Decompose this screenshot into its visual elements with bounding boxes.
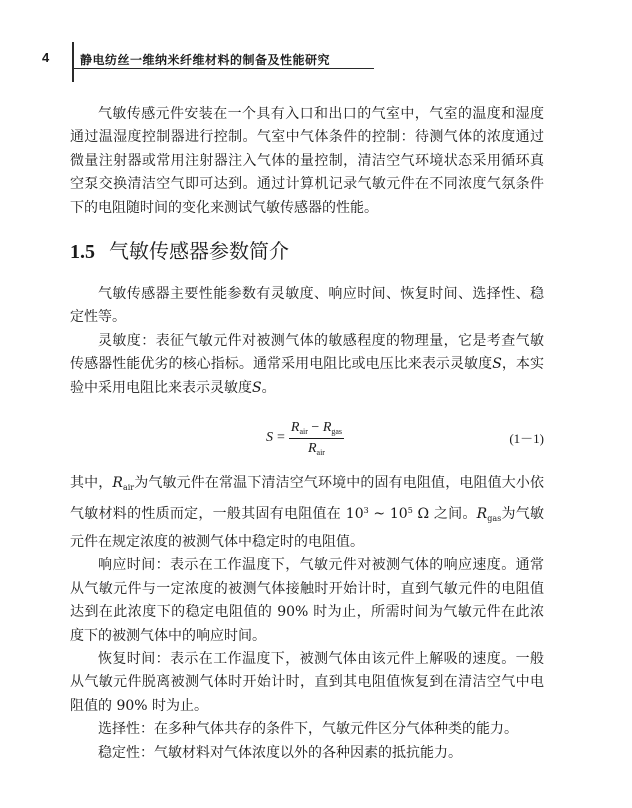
equation-lhs: S: [266, 430, 273, 446]
symbol-r: R: [290, 419, 300, 435]
subscript-air: air: [299, 426, 308, 436]
header-vertical-rule: [72, 42, 74, 82]
power-exponent: 5: [407, 506, 413, 516]
symbol-s: S: [492, 356, 502, 373]
power-base: 10: [345, 506, 364, 523]
subscript-air: air: [316, 447, 325, 457]
sensitivity-text-mid: ，本实验中采用电阻比来表示灵敏度: [70, 356, 545, 396]
paragraph-intro: 气敏传感元件安装在一个具有入口和出口的气室中，气室的温度和湿度通过温湿度控制器进行控制。气室中气体条件的控制：待测气体的浓度通过微量注射器或常用注射器注入气体的量控制，清洁空气环境状态采用循环真空泵交换清洁空气即可达到。通过计算机记录气敏元件在不同浓度气氛条件下的电阻随时间的变化来测试气敏传感器的性能。: [70, 106, 544, 216]
power-base: 10: [389, 506, 408, 523]
equation-label: (1－1): [509, 431, 544, 447]
section-number: 1.5: [70, 241, 95, 264]
section-title: 气敏传感器参数简介: [109, 239, 289, 264]
range-tilde: ~: [368, 506, 390, 523]
equation-body: [266, 412, 344, 464]
equation-fraction: [289, 420, 344, 457]
paragraph-response-time: 响应时间：表示在工作温度下，气敏元件对被测气体的响应速度。通常从气敏元件与一定浓度的被测气体接触时开始计时，直到气敏元件的电阻值达到在此浓度下的稳定电阻值的 90% 时为止，所需时间为气敏元件在此浓度下的被测气体中的响应时间。: [70, 557, 544, 644]
page-header: [0, 0, 632, 80]
ohm-unit: Ω: [412, 506, 434, 523]
power-exponent: 3: [363, 506, 369, 516]
subscript-air: air: [122, 483, 135, 493]
header-horizontal-rule: [72, 68, 374, 69]
symbol-s: S: [252, 379, 262, 396]
symbol-r: R: [322, 419, 332, 435]
equation-numerator: [289, 420, 344, 439]
where-text-3: 为气敏元件在规定浓度的被测气体中稳定时的电阻值。: [70, 506, 545, 550]
paragraph-sensitivity: [70, 330, 544, 400]
paragraph-selectivity: 选择性：在多种气体共存的条件下，气敏元件区分气体种类的能力。: [98, 721, 518, 738]
sensitivity-text-end: 。: [261, 379, 276, 396]
paragraph-where: [70, 472, 544, 554]
paragraph-recovery-time: 恢复时间：表示在工作温度下，被测气体由该元件上解吸的速度。一般从气敏元件脱离被测气体时开始计时，直到其电阻值恢复到在清洁空气中电阻值的 90% 时为止。: [70, 650, 544, 714]
symbol-r: R: [307, 440, 317, 456]
equation-minus: −: [307, 419, 323, 435]
equation-denominator: [308, 439, 325, 457]
page-body: [70, 103, 544, 765]
symbol-r: R: [112, 475, 123, 492]
subscript-gas: gas: [487, 514, 502, 524]
equation-sensitivity: [70, 412, 544, 468]
running-title: 静电纺丝一维纳米纤维材料的制备及性能研究: [80, 53, 331, 67]
where-lead: 其中，: [70, 475, 113, 492]
section-heading: [70, 235, 544, 268]
paragraph-overview: 气敏传感器主要性能参数有灵敏度、响应时间、恢复时间、选择性、稳定性等。: [70, 286, 544, 326]
page-number: 4: [42, 50, 50, 65]
sensitivity-text: 灵敏度：表征气敏元件对被测气体的敏感程度的物理量，它是考查气敏传感器性能优劣的核心指标。通常采用电阻比或电压比来表示灵敏度: [70, 332, 544, 373]
where-text-1: 为气敏元件在常温下清洁空气环境中的固有电阻值，电阻值大小依气敏材料的性质而定，一般其固有电阻值在: [70, 475, 545, 523]
subscript-gas: gas: [331, 426, 343, 436]
equation-equals: =: [277, 430, 285, 446]
paragraph-stability: 稳定性：气敏材料对气体浓度以外的各种因素的抵抗能力。: [98, 744, 462, 761]
symbol-r: R: [476, 506, 488, 523]
where-text-2: 之间。: [433, 506, 477, 523]
